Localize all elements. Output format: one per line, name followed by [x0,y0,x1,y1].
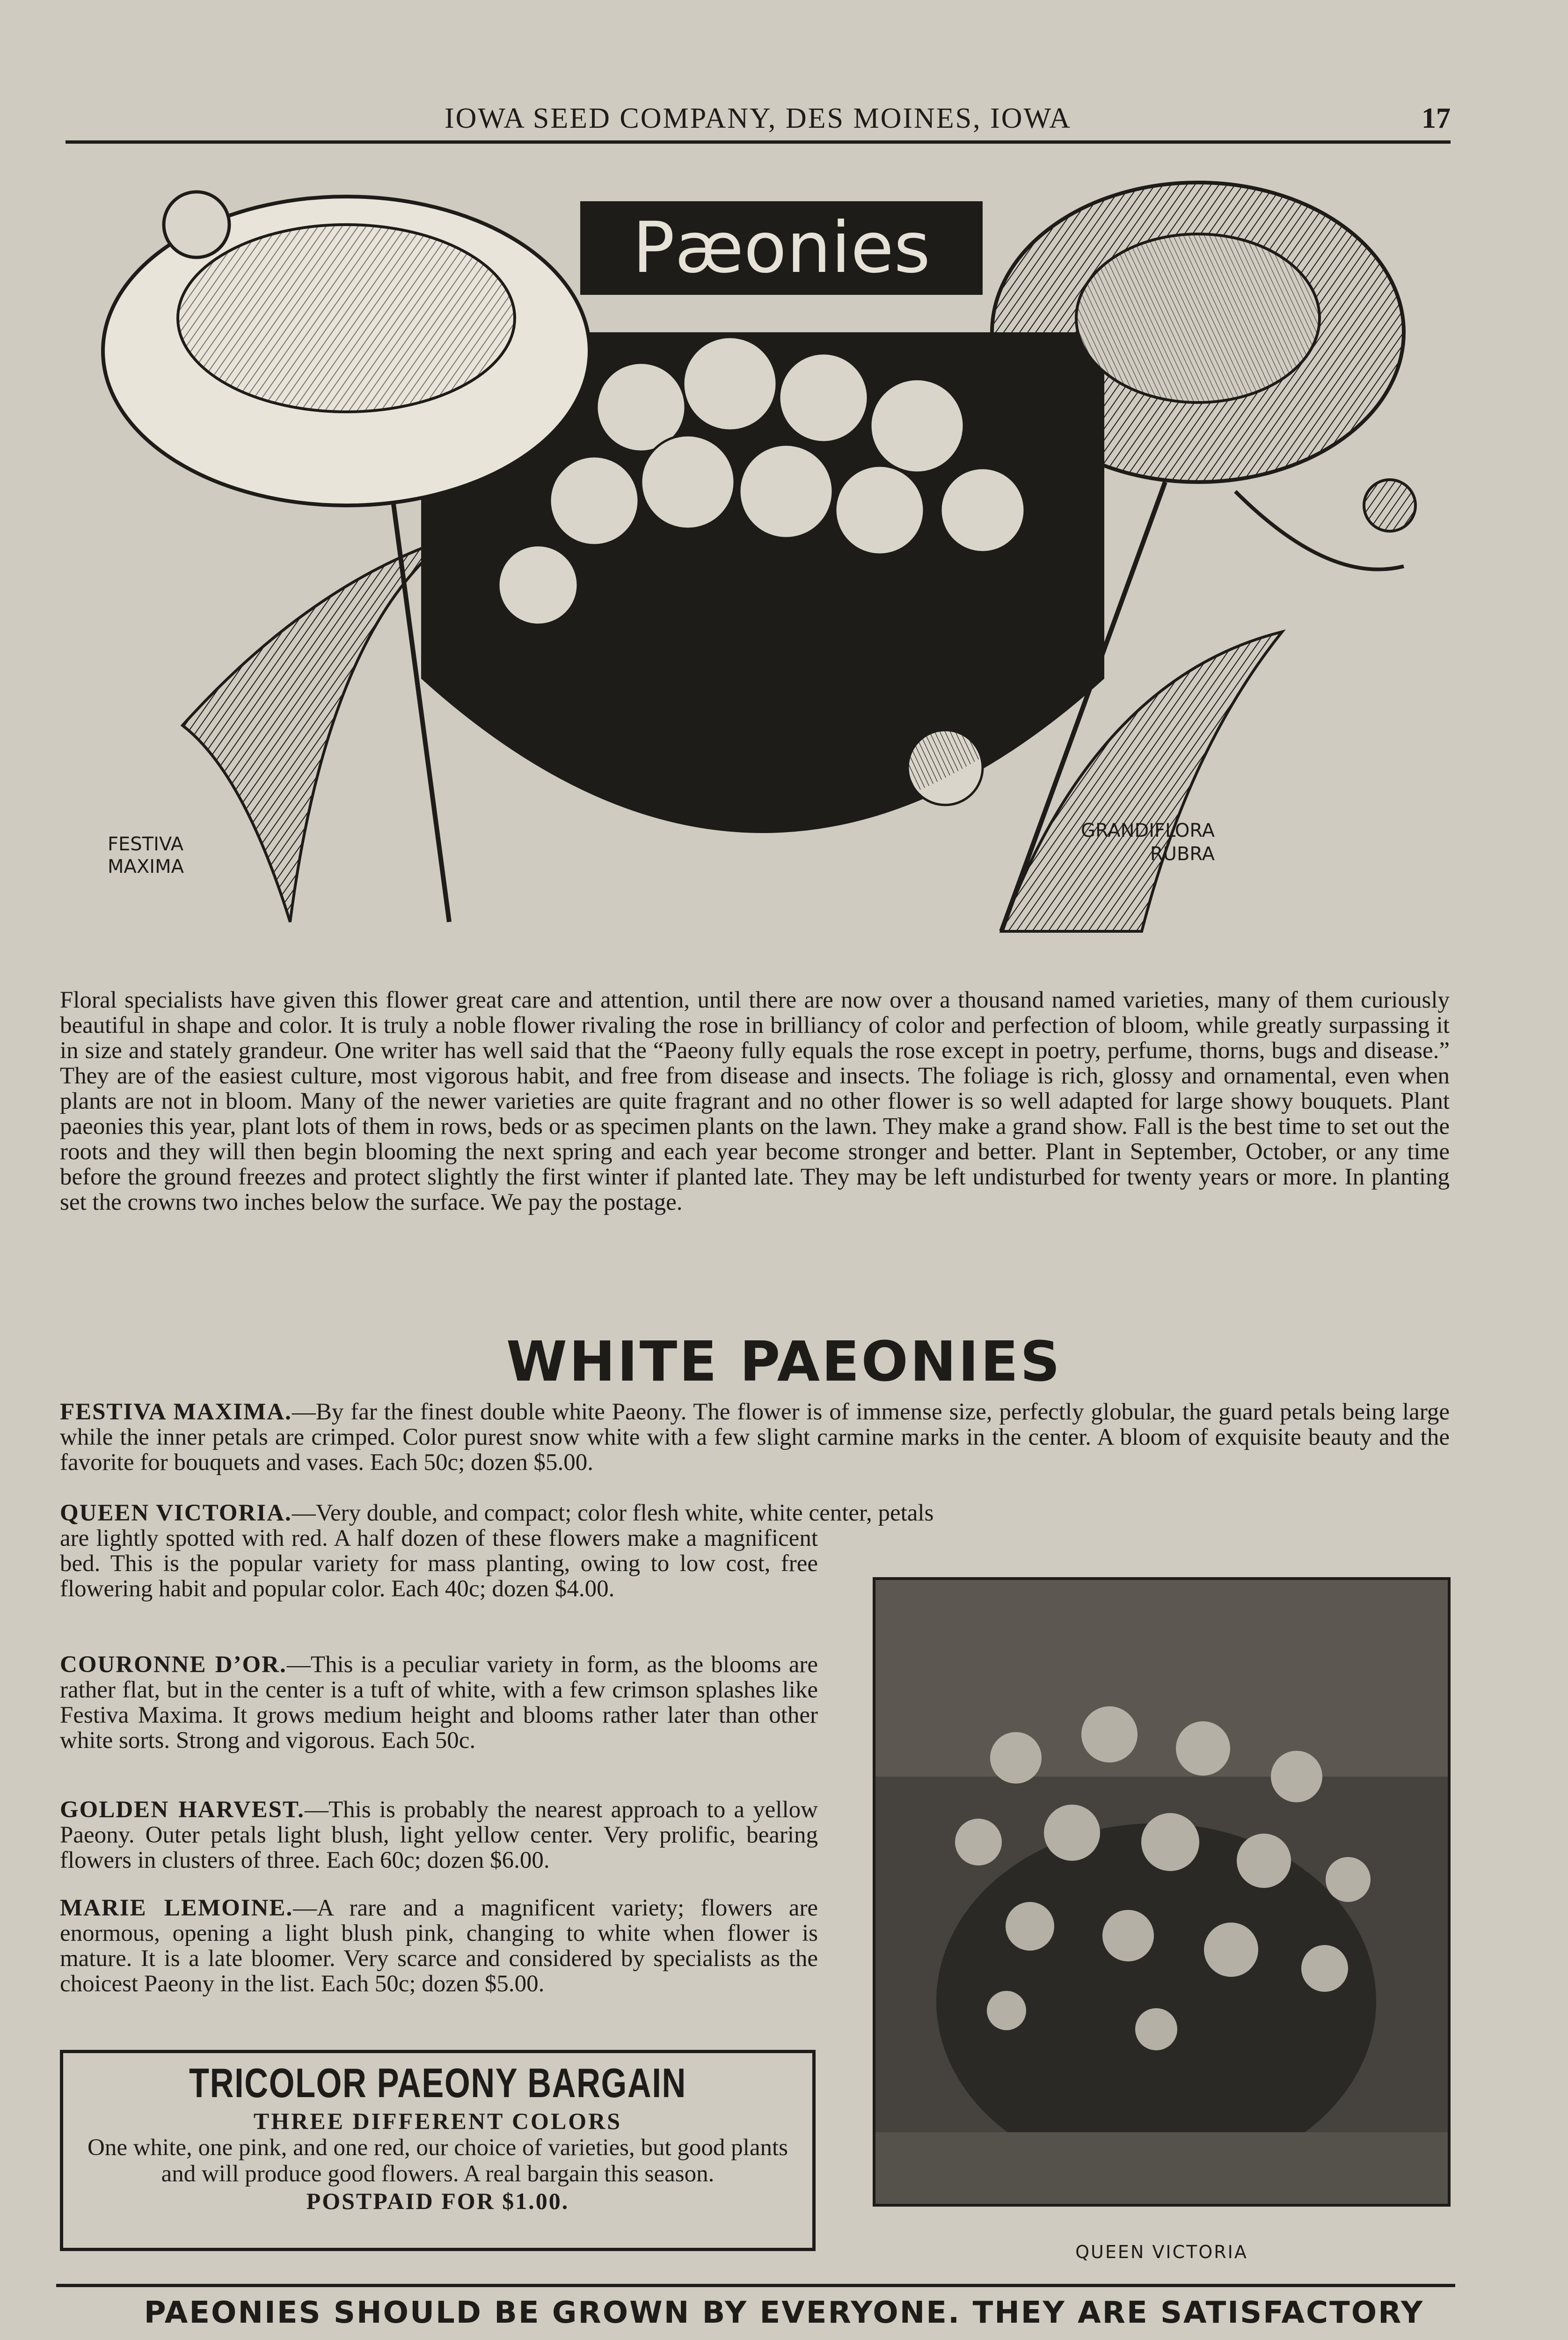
bargain-price: POSTPAID FOR $1.00. [306,2188,569,2214]
page-header [66,98,1451,144]
tricolor-bargain-box [60,2050,816,2251]
caption-grandiflora-rubra [1081,819,1215,866]
entry-queen-victoria: are lightly spotted with red. A half dozen of these flowers make a magnificent bed. This is the popular variety for mass planting, owing to low cost, free flowering habit and popular color. Each 40c; dozen $4.00. [60,1525,818,1602]
caption-right-line-2: RUBRA [1150,843,1215,865]
entry-name: COURONNE D’OR. [60,1652,287,1678]
entry-name: GOLDEN HARVEST. [60,1797,305,1823]
bargain-subtitle: THREE DIFFERENT COLORS [253,2108,622,2134]
caption-left-line-1: FESTIVA [108,834,184,855]
peony-bush-photo [875,1580,1448,2204]
caption-festiva-maxima [108,833,184,878]
queen-victoria-photo [873,1577,1451,2207]
entry-marie-lemoine [60,1895,818,1996]
entry-text: —By far the finest double white Paeony. The flower is of immense size, perfectly globular, the guard petals being large while the inner petals are crimped. Color purest snow white with a few slight carmine marks in the center. A bloom of exquisite beauty and the favorite for bouquets and vases. Each 50c; dozen $5.00. [60,1399,1450,1476]
hero-illustration [66,164,1451,969]
entry-text: —Very double, and compact; color flesh white, white center, petals [292,1500,934,1526]
page-number: 17 [1422,102,1451,134]
footer-slogan: PAEONIES SHOULD BE GROWN BY EVERYONE. THEY ARE SATISFACTORY [144,2296,1424,2330]
intro-paragraph: Floral specialists have given this flower great care and attention, until there are now over a thousand named varieties, many of them curiously beautiful in shape and color. It is truly a noble flower rivaling the rose in brilliancy of color and perfection of bloom, while greatly surpassing it in size and stately grandeur. One writer has well said that the “Paeony fully equals the rose except in poetry, perfume, thorns, bugs and disease.” They are of the easiest culture, most vigorous habit, and free from disease and insects. The foliage is rich, glossy and ornamental, even when plants are not in bloom. Many of the newer varieties are quite fragrant and no other flower is so well adapted for large showy bouquets. Plant paeonies this year, plant lots of them in rows, beds or as specimen plants on the lawn. They make a grand show. Fall is the best time to set out the roots and they will then begin blooming the next spring and each year become stronger and better. Plant in September, October, or any time before the ground freezes and protect slightly the first winter if planted late. They may be left undisturbed for twenty years or more. In planting set the crowns two inches below the surface. We pay the postage. [60,987,1450,1215]
header-title: IOWA SEED COMPANY, DES MOINES, IOWA [445,102,1072,134]
entry-text: —This is probably the nearest approach to a yellow Paeony. Outer petals light blush, light yellow center. Very prolific, bearing flowers in clusters of three. Each 60c; dozen $6.00. [60,1797,818,1873]
entry-couronne-dor [60,1652,818,1753]
section-title: WHITE PAEONIES [506,1329,1062,1394]
caption-left-line-2: MAXIMA [108,856,184,878]
footer-rule [56,2284,1455,2287]
entry-text: —This is a peculiar variety in form, as the blooms are rather flat, but in the center is a tuft of white, with a few crimson splashes like Festiva Maxima. It grows medium height and blooms rather later than other white sorts. Strong and vigorous. Each 50c. [60,1652,818,1754]
entry-name: MARIE LEMOINE. [60,1895,293,1921]
bargain-title: TRICOLOR PAEONY BARGAIN [189,2060,686,2106]
entry-festiva-maxima [60,1399,1450,1475]
entry-text: —A rare and a magnificent variety; flowers are enormous, opening a light blush pink, changing to white when flower is mature. It is a late bloomer. Very scarce and considered by specialists as the choicest Paeony in the list. Each 50c; dozen $5.00. [60,1895,818,1997]
photo-caption: QUEEN VICTORIA [1075,2242,1248,2262]
hero-title: Pæonies [580,201,983,295]
entry-golden-harvest [60,1797,818,1873]
bargain-text: One white, one pink, and one red, our choice of varieties, but good plants and will produce good flowers. A real bargain this season. [87,2135,788,2187]
caption-right-line-1: GRANDIFLORA [1081,820,1215,841]
entry-queen-victoria-line [60,1500,1450,1526]
entry-name: QUEEN VICTORIA. [60,1500,292,1526]
entry-name: FESTIVA MAXIMA. [60,1399,292,1425]
